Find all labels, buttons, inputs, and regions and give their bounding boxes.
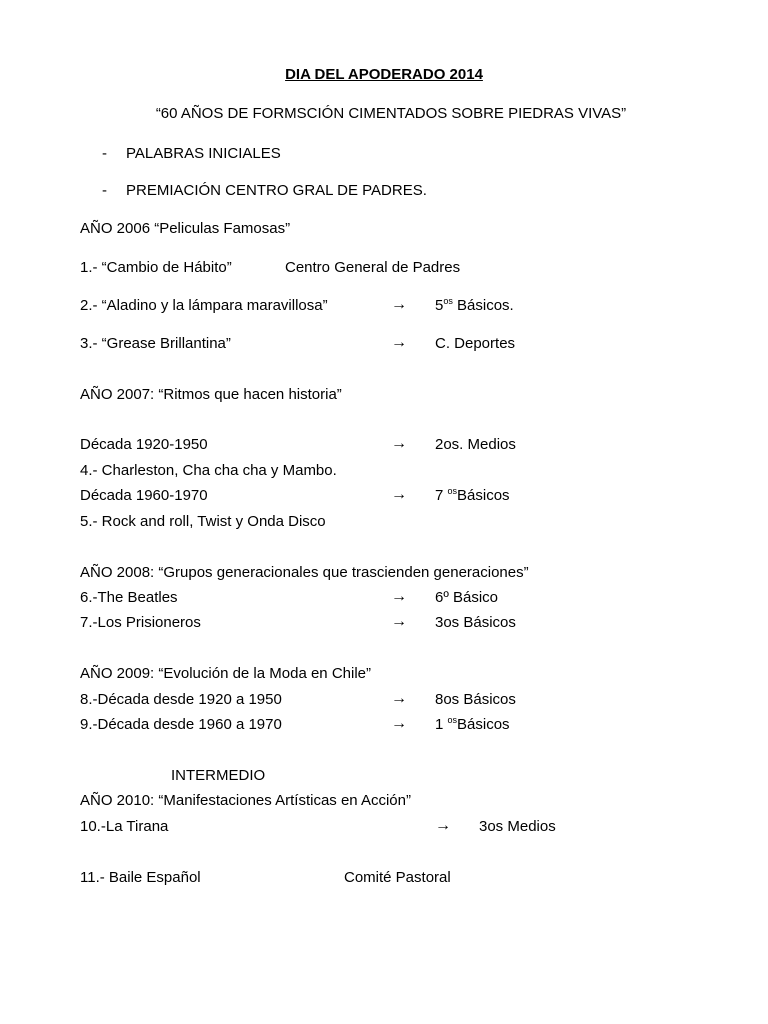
year-2010-heading: AÑO 2010: “Manifestaciones Artísticas en Acción” bbox=[80, 792, 411, 809]
document-title: DIA DEL APODERADO 2014 bbox=[285, 66, 483, 83]
bullet-marker: - bbox=[102, 182, 107, 199]
item-2: 2.- “Aladino y la lámpara maravillosa” bbox=[80, 297, 328, 314]
item-5: 5.- Rock and roll, Twist y Onda Disco bbox=[80, 513, 326, 530]
item-11-performer: Comité Pastoral bbox=[344, 869, 451, 886]
arrow-right-icon: → bbox=[391, 690, 407, 707]
year-2007-heading: AÑO 2007: “Ritmos que hacen historia” bbox=[80, 386, 342, 403]
bullet-item bbox=[102, 182, 427, 200]
item-8-performer: 8os Básicos bbox=[435, 691, 516, 708]
item-7-performer: 3os Básicos bbox=[435, 614, 516, 631]
item-9-performer: 1 $^{os}$Básicos bbox=[435, 715, 510, 733]
item-6: 6.-The Beatles bbox=[80, 589, 178, 606]
intermedio-label: INTERMEDIO bbox=[171, 767, 266, 784]
item-3-performer: C. Deportes bbox=[435, 335, 516, 352]
arrow-right-icon: → bbox=[391, 296, 407, 313]
year-2009-heading: AÑO 2009: “Evolución de la Moda en Chile” bbox=[80, 665, 371, 682]
year-2006-heading: AÑO 2006 “Peliculas Famosas” bbox=[80, 220, 291, 237]
arrow-right-icon: → bbox=[391, 334, 407, 351]
arrow-right-icon: → bbox=[391, 715, 407, 732]
item-7: 7.-Los Prisioneros bbox=[80, 614, 201, 631]
item-10: 10.-La Tirana bbox=[80, 818, 169, 835]
item-6-performer: 6º Básico bbox=[435, 589, 499, 606]
bullet-item bbox=[102, 145, 281, 163]
item-2-performer: $5^{os}$ Básicos. bbox=[435, 296, 514, 314]
bullet-marker: - bbox=[102, 145, 107, 162]
item-8: 8.-Década desde 1920 a 1950 bbox=[80, 691, 282, 708]
decade-1920-1950: Década 1920-1950 bbox=[80, 436, 208, 453]
document-subtitle: “60 AÑOS DE FORMSCIÓN CIMENTADOS SOBRE PIEDRAS VIVAS” bbox=[155, 105, 627, 122]
item-3: 3.- “Grease Brillantina” bbox=[80, 335, 231, 352]
item-9: 9.-Década desde 1960 a 1970 bbox=[80, 716, 282, 733]
item-4: 4.- Charleston, Cha cha cha y Mambo. bbox=[80, 462, 337, 479]
item-11: 11.- Baile Español bbox=[80, 869, 201, 886]
arrow-right-icon: → bbox=[391, 435, 407, 452]
item-10-performer: 3os Medios bbox=[479, 818, 556, 835]
arrow-right-icon: → bbox=[391, 486, 407, 503]
year-2008-heading: AÑO 2008: “Grupos generacionales que trascienden generaciones” bbox=[80, 564, 529, 581]
bullet-text: PREMIACIÓN CENTRO GRAL DE PADRES. bbox=[126, 182, 427, 199]
item-1-performer: Centro General de Padres bbox=[285, 259, 461, 276]
bullet-text: PALABRAS INICIALES bbox=[126, 145, 281, 162]
arrow-right-icon: → bbox=[435, 817, 451, 834]
decade-2-performer: 7 $^{os}$Básicos bbox=[435, 486, 510, 504]
item-1: 1.- “Cambio de Hábito” bbox=[80, 259, 232, 276]
arrow-right-icon: → bbox=[391, 588, 407, 605]
arrow-right-icon: → bbox=[391, 613, 407, 630]
decade-1-performer: 2os. Medios bbox=[435, 436, 516, 453]
decade-1960-1970: Década 1960-1970 bbox=[80, 487, 208, 504]
